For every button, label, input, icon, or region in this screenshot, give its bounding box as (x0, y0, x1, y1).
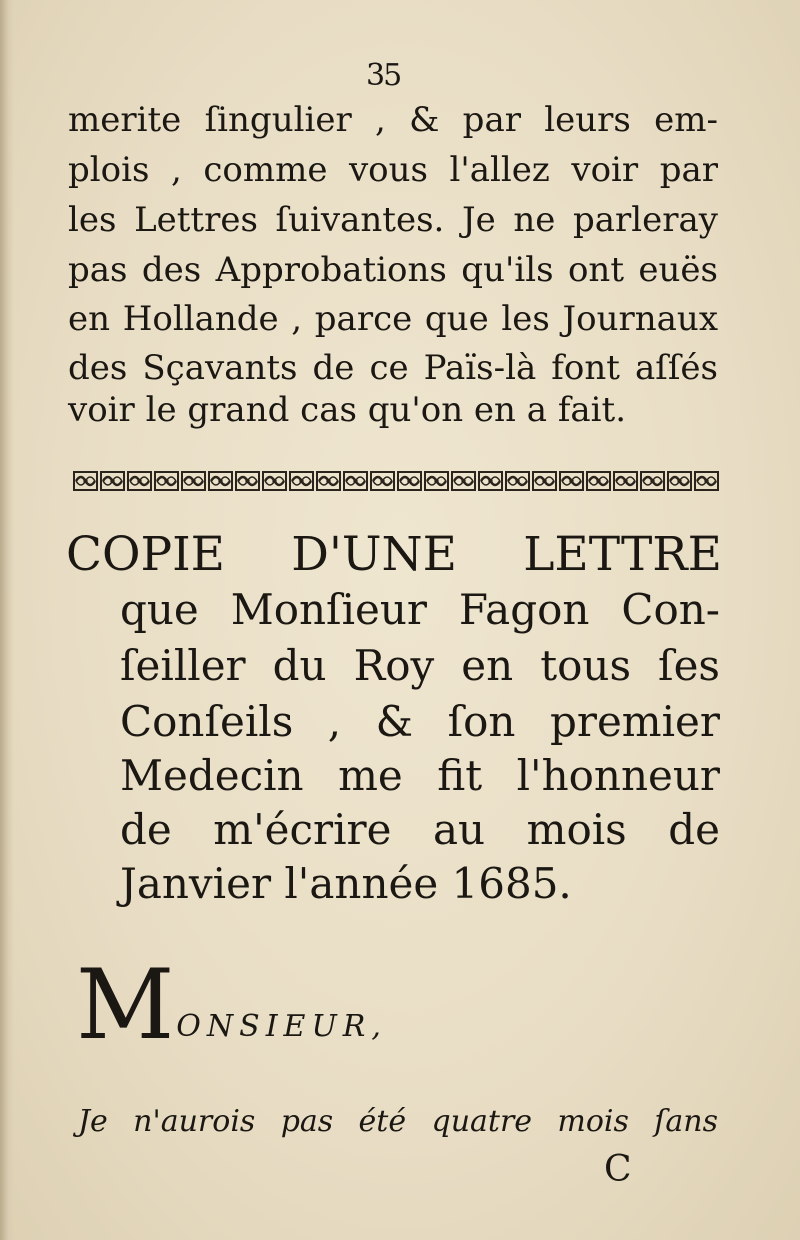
text-line: des Sçavants de ce Païs-là font aſſés (68, 348, 718, 388)
salutation-rest: ONSIEUR, (176, 1009, 387, 1044)
text-line: voir le grand cas qu'on en a fait. (68, 390, 627, 430)
page-number: 35 (366, 58, 401, 93)
title-line: que Monſieur Fagon Con- (120, 585, 720, 634)
text-line: plois , comme vous l'allez voir par (68, 150, 718, 190)
text-line: pas des Approbations qu'ils ont euës (68, 250, 718, 290)
text-line: les Lettres ſuivantes. Je ne parleray (68, 200, 718, 240)
text-line: en Hollande , parce que les Journaux (68, 299, 718, 339)
letter-first-line: Je n'aurois pas été quatre mois ſans (78, 1104, 718, 1139)
letter-title-heading: COPIE D'UNE LETTRE (66, 527, 722, 582)
ornament-divider (72, 466, 720, 496)
title-line: Medecin me fit l'honneur (120, 751, 720, 800)
salutation (76, 949, 387, 1061)
title-line: de m'écrire au mois de (120, 805, 720, 854)
drop-cap: M (76, 949, 175, 1061)
page-gutter (0, 0, 14, 1240)
title-line: Conſeils , & ſon premier (120, 697, 720, 746)
text-line: merite ſingulier , & par leurs em- (68, 100, 718, 140)
title-line: Janvier l'année 1685. (120, 859, 572, 908)
signature-mark: C (604, 1149, 632, 1190)
title-line: ſeiller du Roy en tous ſes (120, 641, 720, 690)
